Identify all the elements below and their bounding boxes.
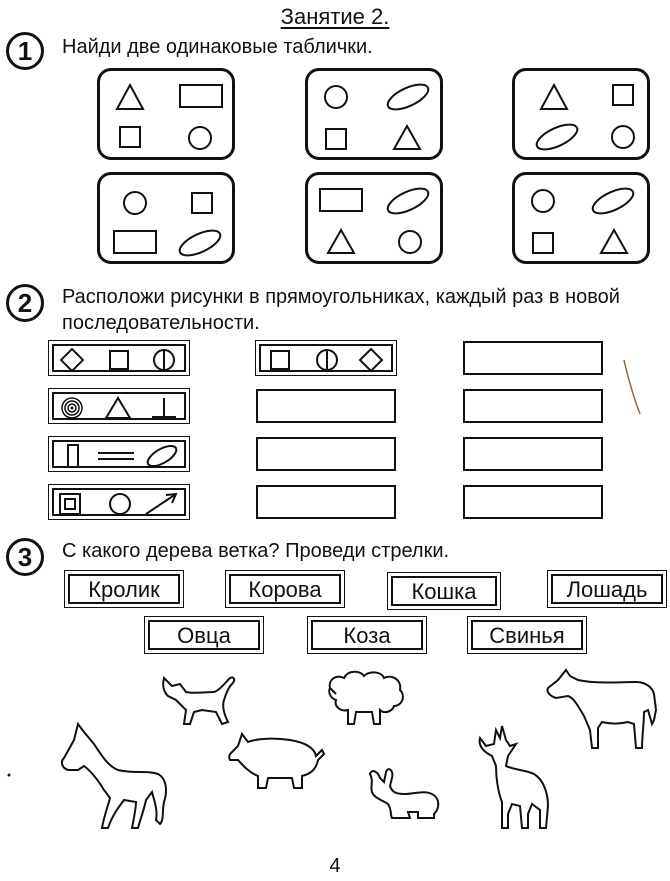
shape-card-4[interactable]: [97, 172, 235, 264]
task-1-text: Найди две одинаковые таблички.: [62, 36, 373, 58]
page-title: Занятие 2.: [280, 4, 390, 29]
nested-square-circle-arrow-icon: [54, 490, 188, 518]
shapes-icon: [308, 175, 446, 267]
shape-card-6[interactable]: [512, 172, 650, 264]
animal-name-sheep[interactable]: Овца: [148, 620, 260, 650]
animal-name-rabbit[interactable]: Кролик: [68, 574, 180, 604]
stray-dot: [6, 772, 12, 778]
sequence-sample-3: [52, 440, 186, 468]
sequence-answer-box[interactable]: [256, 437, 396, 471]
cow-icon[interactable]: [544, 662, 662, 756]
diamond-square-circle-icon: [54, 346, 188, 374]
animal-name-pig[interactable]: Свинья: [471, 620, 583, 650]
animal-name-cat[interactable]: Кошка: [391, 576, 497, 606]
spiral-triangle-perpendicular-icon: [54, 394, 188, 422]
sequence-answer-box[interactable]: [463, 389, 603, 423]
sequence-answer-box[interactable]: [463, 437, 603, 471]
shape-card-3[interactable]: [512, 68, 650, 160]
horse-icon[interactable]: [54, 716, 172, 830]
sequence-answer-box[interactable]: [256, 485, 396, 519]
pig-icon[interactable]: [228, 728, 328, 792]
shapes-icon: [100, 71, 238, 163]
sequence-sample-4: [52, 488, 186, 516]
sequence-sample-2: [52, 392, 186, 420]
rabbit-icon[interactable]: [364, 764, 444, 822]
shapes-icon: [515, 175, 653, 267]
rectangle-lines-oval-icon: [54, 442, 188, 470]
page-number: 4: [329, 855, 341, 877]
animal-name-cow[interactable]: Корова: [229, 574, 341, 604]
task-number-1: 1: [6, 32, 44, 70]
shape-card-5[interactable]: [305, 172, 443, 264]
animal-name-horse[interactable]: Лошадь: [551, 574, 663, 604]
square-circle-diamond-icon: [261, 346, 395, 374]
goat-icon[interactable]: [476, 722, 558, 832]
task-number-3: 3: [6, 538, 44, 576]
shapes-icon: [100, 175, 238, 267]
sequence-sample-1: [52, 344, 186, 372]
animal-name-goat[interactable]: Коза: [311, 620, 423, 650]
shape-card-1[interactable]: [97, 68, 235, 160]
shape-card-2[interactable]: [305, 68, 443, 160]
task-3-text: С какого дерева ветка? Проведи стрелки.: [62, 540, 450, 562]
sheep-icon[interactable]: [326, 666, 408, 728]
sequence-answer-box[interactable]: [463, 341, 603, 375]
sequence-answer-1-filled: [259, 344, 393, 372]
shapes-icon: [308, 71, 446, 163]
stray-pencil-mark: [622, 358, 642, 418]
sequence-answer-box[interactable]: [463, 485, 603, 519]
sequence-answer-box[interactable]: [256, 389, 396, 423]
task-number-2: 2: [6, 284, 44, 322]
task-2-text: Расположи рисунки в прямоугольниках, каждый раз в новой последовательности.: [62, 286, 620, 334]
shapes-icon: [515, 71, 653, 163]
